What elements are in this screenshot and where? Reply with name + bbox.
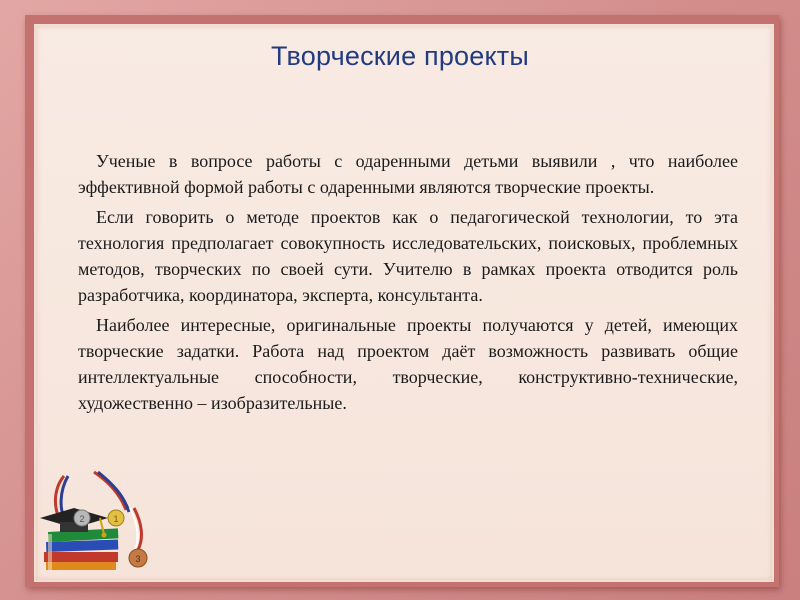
paragraph-2: Если говорить о методе проектов как о педагогической технологии, то эта технология предполагает совокупность исследовательских, поисковых, проблемных методов, творческих по своей сути. Учителю в рамках проекта отводится роль разработчика, координатора, эксперта, консультанта. (78, 207, 738, 305)
svg-text:2: 2 (79, 514, 85, 524)
books-medals-illustration (34, 468, 154, 578)
slide-body (78, 148, 738, 420)
svg-text:1: 1 (113, 514, 119, 524)
slide-title: Творческие проекты (271, 41, 529, 71)
svg-text:3: 3 (135, 554, 141, 564)
paragraph-3: Наиболее интересные, оригинальные проекты получаются у детей, имеющих творческие задатки. Работа над проектом даёт возможность развивать общие интеллектуальные способности, творческие, конструктивно-технические, художественно – изобразительные. (78, 315, 738, 413)
paragraph-1: Ученые в вопросе работы с одаренными детьми выявили , что наиболее эффективной формой работы с одаренными являются творческие проекты. (78, 151, 738, 197)
books-icon (34, 468, 154, 578)
